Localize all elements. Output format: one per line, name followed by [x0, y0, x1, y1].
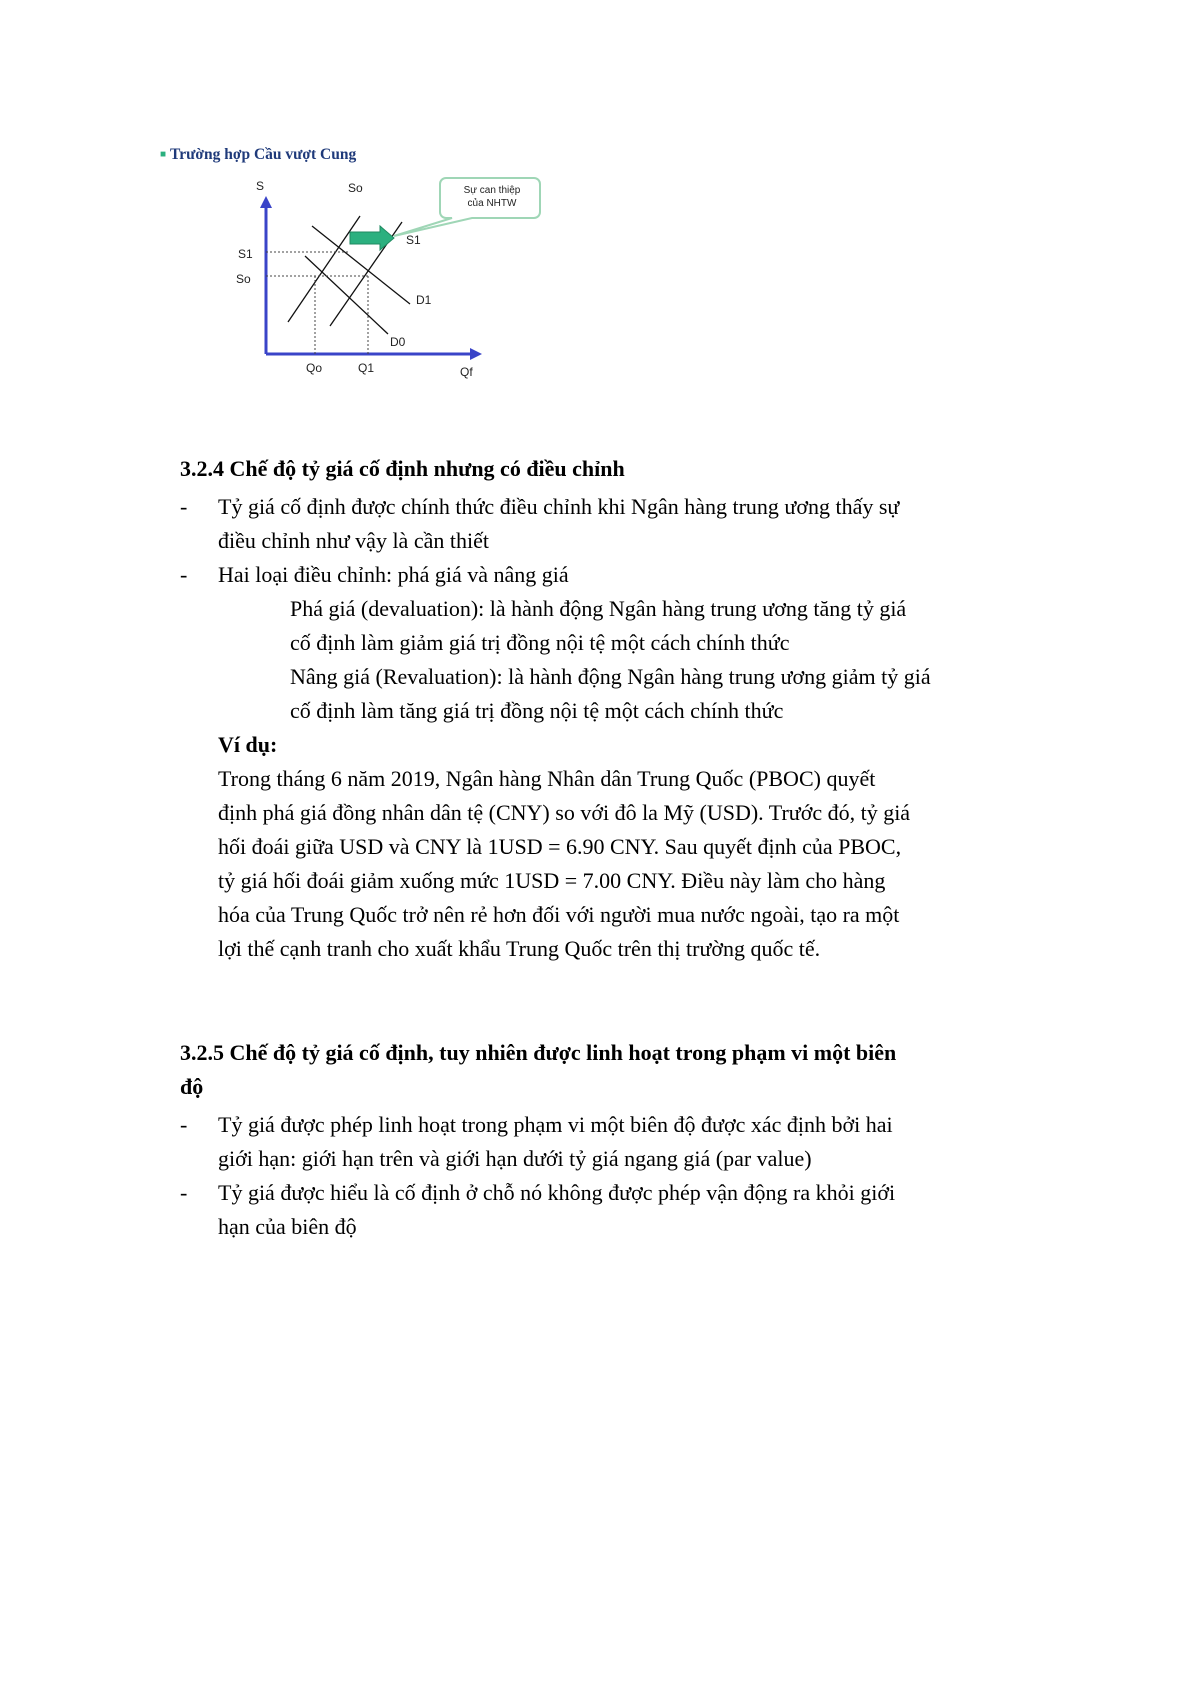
list-item [180, 490, 1060, 558]
x-axis-arrowhead [470, 348, 482, 360]
dash-bullet: - [180, 494, 188, 519]
label-d0-curve: D0 [390, 335, 406, 349]
supply-demand-diagram [160, 138, 600, 418]
label-s1-axis: S1 [238, 247, 253, 261]
list-item [180, 1108, 1060, 1176]
label-s0-top: So [348, 181, 363, 195]
devaluation-definition [180, 592, 1060, 660]
text-line: hóa của Trung Quốc trở nên rẻ hơn đối với người mua nước ngoài, tạo ra một [218, 902, 900, 927]
caption-bullet-icon: ■ [160, 149, 167, 160]
text-line: lợi thế cạnh tranh cho xuất khẩu Trung Quốc trên thị trường quốc tế. [218, 936, 821, 961]
text-line: Nâng giá (Revaluation): là hành động Ngân hàng trung ương giảm tỷ giá [290, 664, 931, 689]
y-axis-label: S [256, 179, 265, 193]
text-line: cố định làm tăng giá trị đồng nội tệ một cách chính thức [290, 698, 784, 723]
dash-bullet: - [180, 1112, 188, 1137]
text-line: Tỷ giá cố định được chính thức điều chỉnh khi Ngân hàng trung ương thấy sự [218, 494, 900, 519]
heading-3-2-4: 3.2.4 Chế độ tỷ giá cố định nhưng có điều chỉnh [180, 456, 625, 481]
example-block [180, 728, 1060, 966]
dash-bullet: - [180, 562, 188, 587]
demand-curve-d0 [305, 256, 388, 334]
text-line: hạn của biên độ [218, 1214, 357, 1239]
label-d1-curve: D1 [416, 293, 432, 307]
heading-3-2-5 [180, 1036, 1060, 1104]
y-axis-arrowhead [260, 196, 272, 208]
label-s1-curve: S1 [406, 233, 421, 247]
dash-bullet: - [180, 1180, 188, 1205]
text-line: cố định làm giảm giá trị đồng nội tệ một cách chính thức [290, 630, 790, 655]
label-s0-axis: So [236, 272, 251, 286]
callout-line-2: của NHTW [467, 198, 517, 209]
heading-line: 3.2.5 Chế độ tỷ giá cố định, tuy nhiên được linh hoạt trong phạm vi một biên [180, 1040, 897, 1065]
label-q0: Qo [306, 361, 323, 375]
figure-caption-text: Trường hợp Cầu vượt Cung [170, 146, 357, 163]
supply-curve-s0 [288, 216, 360, 322]
list-item [180, 558, 1060, 592]
x-axis-label: Qf [460, 365, 473, 379]
text-line: Tỷ giá được phép linh hoạt trong phạm vi một biên độ được xác định bởi hai [218, 1112, 893, 1137]
example-label: Ví dụ: [218, 732, 278, 757]
list-item [180, 1176, 1060, 1244]
shift-arrow-icon [350, 226, 394, 250]
text-line: định phá giá đồng nhân dân tệ (CNY) so với đô la Mỹ (USD). Trước đó, tỷ giá [218, 800, 911, 825]
callout-line-1: Sự can thiệp [463, 185, 521, 196]
text-line: Hai loại điều chỉnh: phá giá và nâng giá [218, 562, 569, 587]
text-line: Trong tháng 6 năm 2019, Ngân hàng Nhân dân Trung Quốc (PBOC) quyết [218, 766, 876, 791]
supply-demand-figure [160, 138, 600, 418]
revaluation-definition [180, 660, 1060, 728]
text-line: Tỷ giá được hiểu là cố định ở chỗ nó không được phép vận động ra khỏi giới [218, 1180, 896, 1205]
document-body [180, 452, 1060, 1244]
text-line: giới hạn: giới hạn trên và giới hạn dưới tỷ giá ngang giá (par value) [218, 1146, 812, 1171]
text-line: điều chỉnh như vậy là cần thiết [218, 528, 489, 553]
heading-line: độ [180, 1074, 204, 1099]
text-line: hối đoái giữa USD và CNY là 1USD = 6.90 CNY. Sau quyết định của PBOC, [218, 834, 902, 859]
label-q1: Q1 [358, 361, 375, 375]
text-line: Phá giá (devaluation): là hành động Ngân hàng trung ương tăng tỷ giá [290, 596, 907, 621]
text-line: tỷ giá hối đoái giảm xuống mức 1USD = 7.00 CNY. Điều này làm cho hàng [218, 868, 886, 893]
